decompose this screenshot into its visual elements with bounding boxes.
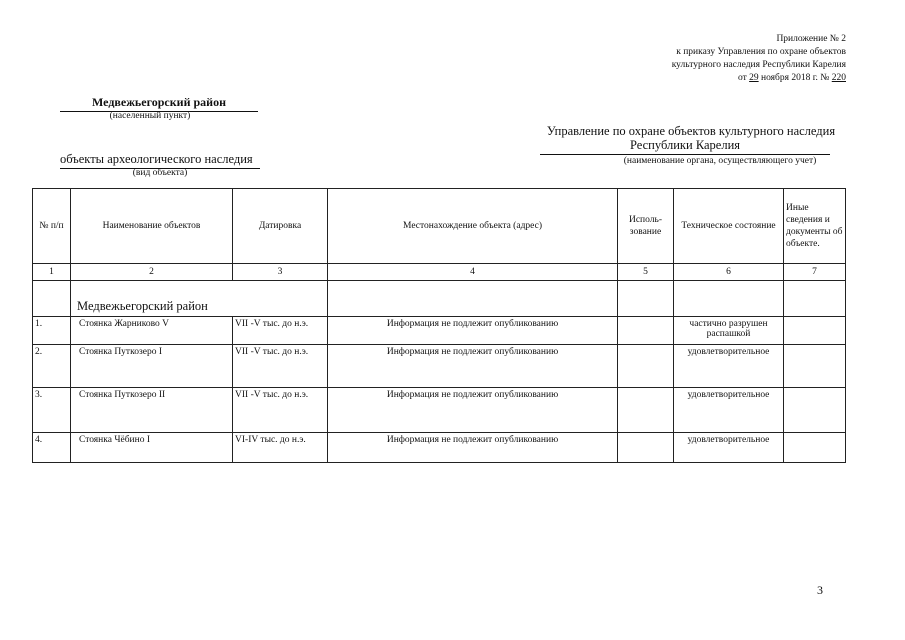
row-usage bbox=[618, 345, 674, 388]
header-other-info: Иные сведения и документы об объекте. bbox=[784, 189, 846, 264]
agency-name-line2: Республики Карелия bbox=[540, 138, 830, 155]
row-dating: VII -V тыс. до н.э. bbox=[233, 317, 328, 345]
object-type-caption: (вид объекта) bbox=[132, 168, 188, 178]
row-technical-state: частично разрушен распашкой bbox=[674, 317, 784, 345]
header-technical-state: Техническое состояние bbox=[674, 189, 784, 264]
table-row bbox=[33, 388, 846, 433]
column-number: 4 bbox=[328, 264, 618, 281]
row-number: 3. bbox=[33, 388, 71, 433]
agency-name-line1: Управление по охране объектов культурного наследия bbox=[546, 124, 836, 138]
row-object-name: Стоянка Путкозеро I bbox=[71, 345, 233, 388]
appendix-day: 29 bbox=[749, 73, 759, 83]
row-other-info bbox=[784, 317, 846, 345]
header-number: № п/п bbox=[33, 189, 71, 264]
header-dating: Датировка bbox=[233, 189, 328, 264]
page-number: 3 bbox=[817, 583, 823, 597]
row-location: Информация не подлежит опубликованию bbox=[328, 317, 618, 345]
row-dating: VI-IV тыс. до н.э. bbox=[233, 433, 328, 463]
district-title: Медвежьегорский район bbox=[60, 95, 258, 112]
header-row bbox=[33, 189, 846, 264]
appendix-month-year: ноября 2018 г. № bbox=[758, 73, 832, 83]
column-number: 5 bbox=[618, 264, 674, 281]
district-section-row bbox=[33, 281, 846, 317]
district-section-title: Медвежьегорский район bbox=[71, 281, 328, 317]
column-number: 7 bbox=[784, 264, 846, 281]
row-technical-state: удовлетворительное bbox=[674, 433, 784, 463]
column-number-row bbox=[33, 264, 846, 281]
table-row bbox=[33, 345, 846, 388]
row-usage bbox=[618, 388, 674, 433]
row-location: Информация не подлежит опубликованию bbox=[328, 388, 618, 433]
column-number: 2 bbox=[71, 264, 233, 281]
row-location: Информация не подлежит опубликованию bbox=[328, 433, 618, 463]
header-name: Наименование объектов bbox=[71, 189, 233, 264]
row-number: 2. bbox=[33, 345, 71, 388]
row-other-info bbox=[784, 388, 846, 433]
row-usage bbox=[618, 317, 674, 345]
district-caption: (населенный пункт) bbox=[109, 111, 191, 121]
appendix-title: Приложение № 2 bbox=[776, 34, 846, 44]
table-row bbox=[33, 433, 846, 463]
row-other-info bbox=[784, 433, 846, 463]
appendix-order-line: к приказу Управления по охране объектов bbox=[676, 47, 846, 57]
row-number: 1. bbox=[33, 317, 71, 345]
row-technical-state: удовлетворительное bbox=[674, 345, 784, 388]
row-dating: VII -V тыс. до н.э. bbox=[233, 388, 328, 433]
column-number: 6 bbox=[674, 264, 784, 281]
row-usage bbox=[618, 433, 674, 463]
column-number: 3 bbox=[233, 264, 328, 281]
table-row bbox=[33, 317, 846, 345]
appendix-agency-line: культурного наследия Республики Карелия bbox=[671, 60, 846, 70]
appendix-block bbox=[560, 33, 846, 85]
appendix-date-prefix: от bbox=[737, 73, 750, 83]
row-number: 4. bbox=[33, 433, 71, 463]
row-object-name: Стоянка Жарниково V bbox=[71, 317, 233, 345]
appendix-date-line bbox=[560, 72, 846, 85]
row-other-info bbox=[784, 345, 846, 388]
row-object-name: Стоянка Путкозеро II bbox=[71, 388, 233, 433]
agency-caption: (наименование органа, осуществляющего учет) bbox=[623, 156, 817, 166]
header-usage: Исполь-зование bbox=[618, 189, 674, 264]
row-object-name: Стоянка Чёбино I bbox=[71, 433, 233, 463]
column-number: 1 bbox=[33, 264, 71, 281]
object-type: объекты археологического наследия bbox=[60, 152, 260, 169]
appendix-number: 220 bbox=[831, 73, 846, 83]
row-technical-state: удовлетворительное bbox=[674, 388, 784, 433]
header-location: Местонахождение объекта (адрес) bbox=[328, 189, 618, 264]
registry-table bbox=[32, 188, 846, 463]
row-dating: VII -V тыс. до н.э. bbox=[233, 345, 328, 388]
row-location: Информация не подлежит опубликованию bbox=[328, 345, 618, 388]
